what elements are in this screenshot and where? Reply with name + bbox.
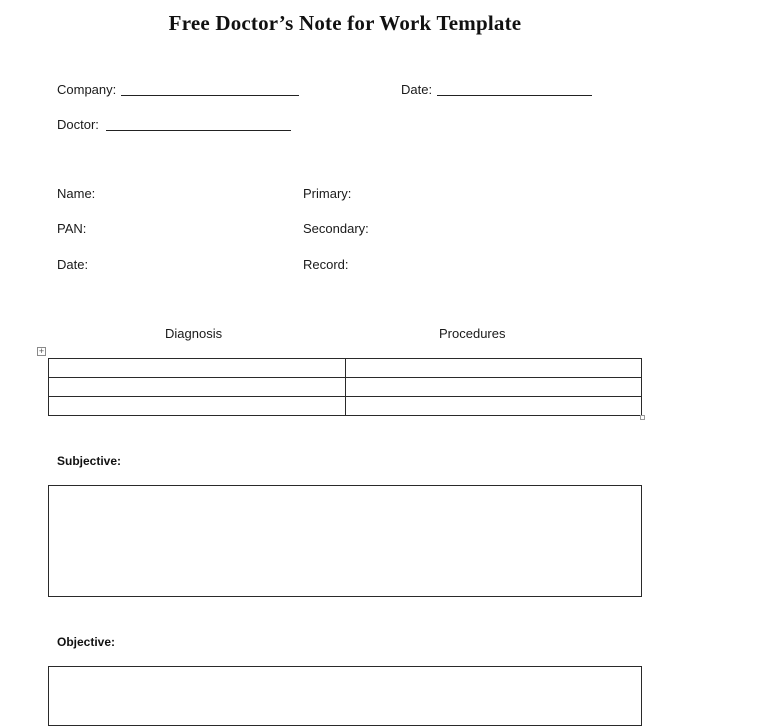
doctor-field-line[interactable] <box>106 130 291 131</box>
table-move-icon[interactable]: + <box>38 346 45 356</box>
table-resize-handle[interactable] <box>640 415 645 420</box>
patient-date-label: Date: <box>57 257 89 272</box>
diagnosis-header: Diagnosis <box>165 326 223 341</box>
subjective-label: Subjective: <box>57 454 122 468</box>
secondary-label: Secondary: <box>303 221 369 236</box>
objective-textbox[interactable] <box>48 666 642 726</box>
pan-label: PAN: <box>57 221 87 236</box>
page-title: Free Doctor’s Note for Work Template <box>168 11 522 35</box>
table-row <box>49 378 642 397</box>
diagnosis-cell[interactable] <box>49 397 346 416</box>
procedures-header: Procedures <box>439 326 506 341</box>
diagnosis-cell[interactable] <box>49 359 346 378</box>
diagnosis-procedures-table <box>48 358 642 416</box>
table-row <box>49 359 642 378</box>
primary-label: Primary: <box>303 186 352 201</box>
company-field-line[interactable] <box>121 95 299 96</box>
record-label: Record: <box>303 257 349 272</box>
header-date-label: Date: <box>401 82 433 97</box>
diagnosis-cell[interactable] <box>49 378 346 397</box>
objective-label: Objective: <box>57 635 116 649</box>
procedures-cell[interactable] <box>345 378 642 397</box>
subjective-textbox[interactable] <box>48 485 642 597</box>
procedures-cell[interactable] <box>345 397 642 416</box>
procedures-cell[interactable] <box>345 359 642 378</box>
doctor-label: Doctor: <box>57 117 99 132</box>
name-label: Name: <box>57 186 96 201</box>
header-date-field-line[interactable] <box>437 95 592 96</box>
company-label: Company: <box>57 82 117 97</box>
table-row <box>49 397 642 416</box>
